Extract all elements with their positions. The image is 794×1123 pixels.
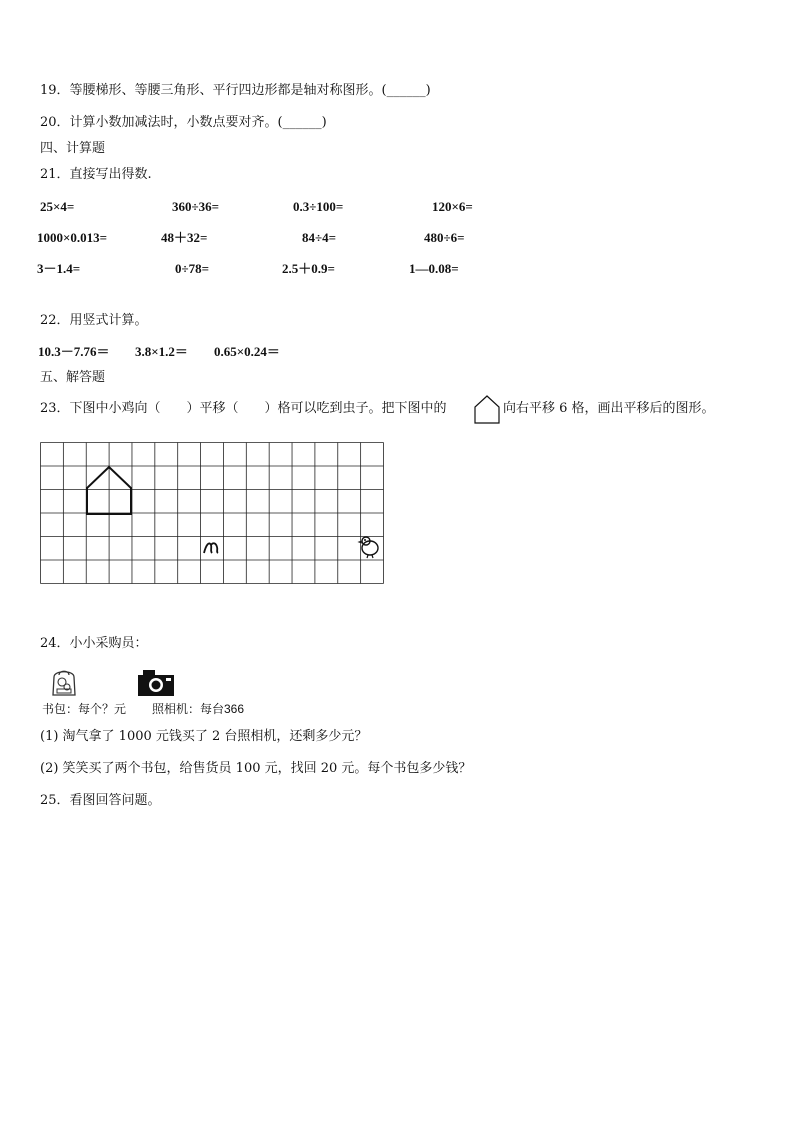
translation-grid xyxy=(40,442,384,584)
calc-item: 0÷78= xyxy=(175,261,210,276)
calc-item: 2.5＋0.9= xyxy=(282,261,335,276)
house-shape-icon xyxy=(473,394,501,424)
calc-item: 3－1.4= xyxy=(37,261,81,276)
calc-item: 1—0.08= xyxy=(409,261,459,276)
question-19: 19．等腰梯形、等腰三角形、平行四边形都是轴对称图形。(______) xyxy=(40,83,431,98)
question-23-text-2: 向右平移 6 格，画出平移后的图形。 xyxy=(503,401,715,416)
calc-item: 360÷36= xyxy=(172,199,220,214)
question-22: 22．用竖式计算。 xyxy=(40,313,148,328)
schoolbag-icon xyxy=(48,667,80,699)
chick-icon xyxy=(359,537,378,558)
question-23-text-1: 23．下图中小鸡向（ ）平移（ ）格可以吃到虫子。把下图中的 xyxy=(40,401,447,416)
grid-figure xyxy=(40,442,384,584)
section-5-heading: 五、解答题 xyxy=(40,370,106,385)
question-24-part-1: (1) 淘气拿了 1000 元钱买了 2 台照相机，还剩多少元？ xyxy=(40,729,368,744)
calc-item: 120×6= xyxy=(432,199,473,214)
question-25: 25．看图回答问题。 xyxy=(40,793,161,808)
question-21: 21．直接写出得数. xyxy=(40,167,152,182)
question-20: 20．计算小数加减法时，小数点要对齐。(______) xyxy=(40,115,327,130)
calc-item: 1000×0.013= xyxy=(37,230,108,245)
schoolbag-price-label: 书包：每个？元 xyxy=(42,702,127,716)
calc-item: 84÷4= xyxy=(302,230,337,245)
camera-icon xyxy=(137,669,175,697)
calc-item: 25×4= xyxy=(40,199,75,214)
question-24: 24．小小采购员： xyxy=(40,636,148,651)
calc-item: 10.3－7.76＝ xyxy=(38,344,110,359)
calc-item: 0.65×0.24＝ xyxy=(214,344,280,359)
camera-price-label: 照相机：每台366 xyxy=(152,702,245,716)
calc-item: 0.3÷100= xyxy=(293,199,344,214)
worm-icon xyxy=(204,543,218,553)
calc-item: 48＋32= xyxy=(161,230,208,245)
section-4-heading: 四、计算题 xyxy=(40,141,106,156)
calc-item: 3.8×1.2＝ xyxy=(135,344,188,359)
question-24-part-2: (2) 笑笑买了两个书包，给售货员 100 元，找回 20 元。每个书包多少钱？ xyxy=(40,761,472,776)
calc-item: 480÷6= xyxy=(424,230,465,245)
